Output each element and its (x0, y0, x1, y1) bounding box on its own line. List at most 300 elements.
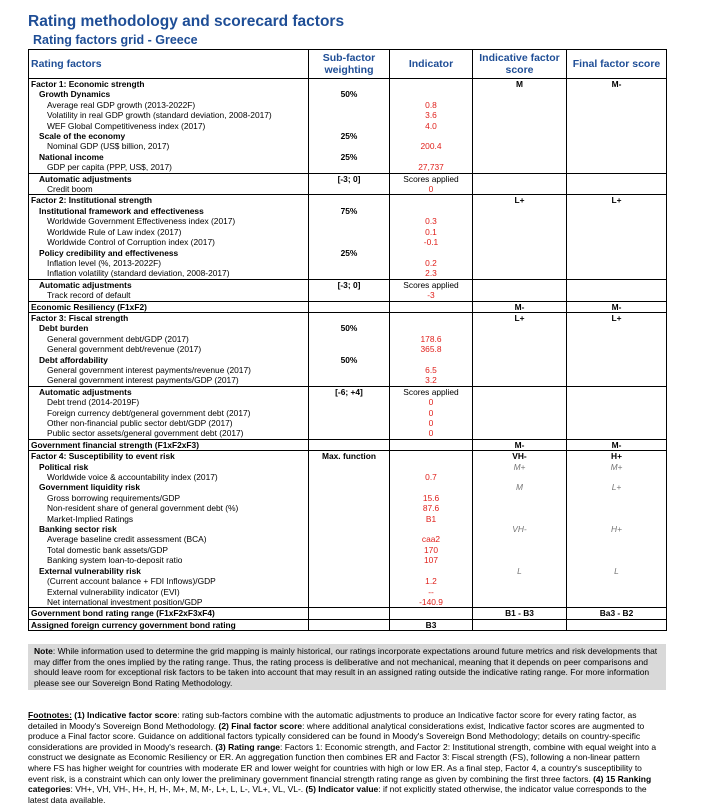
row-weighting (309, 162, 390, 173)
row-weighting (309, 301, 390, 312)
row-final-score: L+ (567, 312, 667, 323)
table-row (29, 555, 667, 565)
table-row (29, 141, 667, 151)
row-indicative-score (473, 619, 567, 630)
row-label: General government debt/revenue (2017) (29, 344, 309, 354)
row-label: National income (29, 152, 309, 162)
row-indicator (390, 439, 473, 450)
row-final-score (567, 141, 667, 151)
row-indicative-score (473, 162, 567, 173)
footnote-1-label: (1) Indicative factor score (71, 710, 178, 720)
row-final-score (567, 597, 667, 608)
row-label: Factor 1: Economic strength (29, 79, 309, 90)
row-final-score (567, 237, 667, 247)
row-indicative-score (473, 121, 567, 131)
row-indicator (390, 301, 473, 312)
table-row (29, 89, 667, 99)
row-indicative-score (473, 216, 567, 226)
row-label: General government interest payments/GDP (2017) (29, 375, 309, 386)
row-final-score: L+ (567, 482, 667, 492)
row-final-score (567, 173, 667, 184)
row-final-score (567, 227, 667, 237)
row-final-score (567, 619, 667, 630)
table-row (29, 131, 667, 141)
row-final-score (567, 131, 667, 141)
row-indicative-score (473, 375, 567, 386)
row-indicator (390, 323, 473, 333)
row-final-score (567, 184, 667, 195)
row-weighting (309, 482, 390, 492)
table-row (29, 514, 667, 524)
row-indicative-score (473, 418, 567, 428)
page-title: Rating methodology and scorecard factors (28, 13, 345, 30)
row-weighting (309, 545, 390, 555)
row-indicative-score: L (473, 566, 567, 576)
row-indicative-score (473, 545, 567, 555)
table-row (29, 323, 667, 333)
row-weighting (309, 237, 390, 247)
row-indicator: 0 (390, 184, 473, 195)
row-weighting (309, 397, 390, 407)
row-indicator: 0 (390, 428, 473, 439)
row-weighting (309, 439, 390, 450)
row-label: Worldwide Government Effectiveness index (2017) (29, 216, 309, 226)
row-indicator: Scores applied (390, 173, 473, 184)
row-weighting: [-6; +4] (309, 386, 390, 397)
table-row (29, 162, 667, 173)
row-final-score (567, 110, 667, 120)
row-weighting (309, 312, 390, 323)
footnote-5-text: : if not explicitly stated otherwise, the indicator value corresponds to the latest data available. (28, 784, 647, 805)
footnote-5-label: (5) Indicator value (303, 784, 379, 795)
row-final-score (567, 514, 667, 524)
row-indicator: 0 (390, 408, 473, 418)
footnotes (28, 710, 664, 805)
row-label: Government bond rating range (F1xF2xF3xF4) (29, 608, 309, 619)
table-row (29, 545, 667, 555)
row-label: Inflation level (%, 2013-2022F) (29, 258, 309, 268)
table-row (29, 152, 667, 162)
table-row (29, 608, 667, 619)
row-indicative-score: B1 - B3 (473, 608, 567, 619)
header-indicator: Indicator (390, 50, 473, 79)
row-final-score: M- (567, 79, 667, 90)
table-row (29, 184, 667, 195)
row-weighting (309, 268, 390, 279)
row-indicator: 178.6 (390, 334, 473, 344)
row-weighting (309, 408, 390, 418)
row-label: Worldwide Rule of Law index (2017) (29, 227, 309, 237)
row-indicator: 3.6 (390, 110, 473, 120)
table-row (29, 462, 667, 472)
row-weighting (309, 608, 390, 619)
row-indicative-score (473, 514, 567, 524)
row-label: Scale of the economy (29, 131, 309, 141)
row-weighting (309, 365, 390, 375)
table-row (29, 375, 667, 386)
row-weighting (309, 555, 390, 565)
row-final-score (567, 587, 667, 597)
row-indicator: 4.0 (390, 121, 473, 131)
row-final-score: H+ (567, 524, 667, 534)
footnote-2-label: (2) Final factor score (218, 720, 303, 731)
row-final-score (567, 258, 667, 268)
row-indicative-score (473, 597, 567, 608)
row-final-score: M- (567, 439, 667, 450)
table-row (29, 493, 667, 503)
table-row (29, 566, 667, 576)
row-weighting: 25% (309, 131, 390, 141)
table-row (29, 344, 667, 354)
row-label: Factor 3: Fiscal strength (29, 312, 309, 323)
row-indicator: -0.1 (390, 237, 473, 247)
row-indicative-score: M (473, 79, 567, 90)
header-rating-factors: Rating factors (29, 50, 309, 79)
row-final-score (567, 545, 667, 555)
footnote-1-text: : rating sub-factors combine with the automatic adjustments to produce an Indicative factor score for every rating factor, as detailed in Moody's Sovereign Bond Methodology. (28, 710, 637, 731)
row-indicator: -3 (390, 290, 473, 301)
row-final-score: L+ (567, 195, 667, 206)
row-indicator: Scores applied (390, 386, 473, 397)
row-weighting (309, 597, 390, 608)
row-indicator: B3 (390, 619, 473, 630)
row-indicator: 0 (390, 397, 473, 407)
row-weighting: 75% (309, 206, 390, 216)
row-indicator (390, 566, 473, 576)
row-label: Government financial strength (F1xF2xF3) (29, 439, 309, 450)
row-weighting (309, 524, 390, 534)
row-label: Total domestic bank assets/GDP (29, 545, 309, 555)
row-indicator: 27,737 (390, 162, 473, 173)
row-final-score (567, 152, 667, 162)
row-indicator: 0 (390, 418, 473, 428)
row-label: Average baseline credit assessment (BCA) (29, 534, 309, 544)
row-indicative-score (473, 576, 567, 586)
header-final-score: Final factor score (567, 50, 667, 79)
row-final-score (567, 472, 667, 482)
row-indicator: 170 (390, 545, 473, 555)
row-indicative-score (473, 110, 567, 120)
row-final-score (567, 386, 667, 397)
table-row (29, 534, 667, 544)
row-indicative-score (473, 472, 567, 482)
row-final-score (567, 334, 667, 344)
row-indicator: 365.8 (390, 344, 473, 354)
table-row (29, 587, 667, 597)
row-weighting (309, 184, 390, 195)
table-row (29, 79, 667, 90)
footnote-4-label: (4) 15 Ranking categories (28, 773, 652, 795)
row-indicative-score (473, 555, 567, 565)
row-label: Credit boom (29, 184, 309, 195)
row-indicative-score: L+ (473, 312, 567, 323)
row-label: Debt trend (2014-2019F) (29, 397, 309, 407)
table-row (29, 248, 667, 258)
table-row (29, 576, 667, 586)
table-row (29, 312, 667, 323)
row-indicator: 200.4 (390, 141, 473, 151)
row-label: General government debt/GDP (2017) (29, 334, 309, 344)
table-row (29, 195, 667, 206)
table-row (29, 439, 667, 450)
row-weighting (309, 344, 390, 354)
page-subtitle: Rating factors grid - Greece (33, 33, 198, 47)
row-weighting: 25% (309, 248, 390, 258)
row-indicative-score (473, 428, 567, 439)
header-weighting: Sub-factor weighting (309, 50, 390, 79)
row-indicator (390, 131, 473, 141)
row-weighting (309, 290, 390, 301)
row-indicative-score: M (473, 482, 567, 492)
row-indicator: caa2 (390, 534, 473, 544)
table-row (29, 121, 667, 131)
table-row (29, 334, 667, 344)
row-weighting (309, 587, 390, 597)
row-indicative-score (473, 141, 567, 151)
row-indicative-score (473, 152, 567, 162)
row-label: WEF Global Competitiveness index (2017) (29, 121, 309, 131)
row-indicator: 3.2 (390, 375, 473, 386)
table-row (29, 365, 667, 375)
footnotes-label: Footnotes: (28, 710, 72, 720)
row-label: Worldwide voice & accountability index (2017) (29, 472, 309, 482)
row-indicator: 0.3 (390, 216, 473, 226)
row-label: Debt affordability (29, 355, 309, 365)
table-row (29, 418, 667, 428)
row-final-score (567, 290, 667, 301)
row-weighting (309, 566, 390, 576)
row-indicative-score (473, 365, 567, 375)
row-label: General government interest payments/revenue (2017) (29, 365, 309, 375)
row-indicative-score: VH- (473, 524, 567, 534)
row-label: Factor 2: Institutional strength (29, 195, 309, 206)
row-label: Automatic adjustments (29, 173, 309, 184)
table-row (29, 524, 667, 534)
row-weighting: 50% (309, 323, 390, 333)
row-indicative-score (473, 89, 567, 99)
footnote-2-text: : where additional analytical considerations exist, Indicative factor scores are augmented to produce a Final factor score. Guidance on additional factors typically considered can be found in Moody's Sovereign Bond Methodology; details on country-specific considerations are provided in Moody's research. (28, 720, 645, 752)
row-indicator (390, 89, 473, 99)
table-row (29, 301, 667, 312)
row-weighting (309, 141, 390, 151)
row-weighting (309, 258, 390, 268)
row-indicative-score (473, 268, 567, 279)
row-label: Institutional framework and effectiveness (29, 206, 309, 216)
row-weighting (309, 121, 390, 131)
table-row (29, 110, 667, 120)
rating-factors-table (28, 49, 667, 631)
row-label: Average real GDP growth (2013-2022F) (29, 100, 309, 110)
row-indicator (390, 462, 473, 472)
row-label: Political risk (29, 462, 309, 472)
row-weighting (309, 619, 390, 630)
table-body (29, 79, 667, 631)
note-text: : While information used to determine the grid mapping is mainly historical, our ratings incorporate expectations around future metrics and risk developments that may differ from the ones implied by the rating range. Thus, the rating process is deliberative and not mechanical, meaning that it depends on peer comparisons and should leave room for exceptional risk factors to be taken into account that may result in an assigned rating outside the indicative rating range. For more information please see our Sovereign Bond Rating Methodology. (34, 646, 658, 688)
row-weighting: 50% (309, 355, 390, 365)
row-indicator (390, 451, 473, 462)
row-final-score (567, 534, 667, 544)
row-weighting (309, 428, 390, 439)
row-indicator: 0.2 (390, 258, 473, 268)
table-row (29, 451, 667, 462)
row-indicator (390, 524, 473, 534)
row-weighting (309, 493, 390, 503)
row-label: Volatility in real GDP growth (standard deviation, 2008-2017) (29, 110, 309, 120)
row-indicative-score: L+ (473, 195, 567, 206)
table-row (29, 268, 667, 279)
row-final-score (567, 428, 667, 439)
row-label: Nominal GDP (US$ billion, 2017) (29, 141, 309, 151)
row-final-score: L (567, 566, 667, 576)
footnote-3-text: : Factors 1: Economic strength, and Factor 2: Institutional strength, combine with equal weight into a construct we designate as Economic Resiliency or ER. An aggregation function then combines ER and Factor 3: Fiscal strength (FS), following a non-linear pattern where FS has higher weight for countries with moderate ER and lower weight for countries with high or low ER. As a final step, Factor 4, a country's susceptibility to event risk, is a constraint which can only lower the preliminary government financial strength rating range as given by combining the first three factors. (28, 741, 657, 784)
row-indicative-score: M- (473, 301, 567, 312)
row-weighting (309, 503, 390, 513)
row-label: Automatic adjustments (29, 279, 309, 290)
row-indicator: 6.5 (390, 365, 473, 375)
table-row (29, 503, 667, 513)
row-final-score (567, 375, 667, 386)
row-indicator: Scores applied (390, 279, 473, 290)
row-final-score: M+ (567, 462, 667, 472)
row-indicator: B1 (390, 514, 473, 524)
row-final-score (567, 555, 667, 565)
row-weighting (309, 195, 390, 206)
footnote-4-text: : VH+, VH, VH-, H+, H, H-, M+, M, M-, L+, L, L-, VL+, VL, VL-. (70, 784, 304, 795)
row-final-score (567, 365, 667, 375)
row-weighting (309, 216, 390, 226)
row-weighting: 50% (309, 89, 390, 99)
table-row (29, 237, 667, 247)
row-indicator: -140.9 (390, 597, 473, 608)
table-row (29, 173, 667, 184)
row-indicative-score (473, 184, 567, 195)
row-indicative-score (473, 355, 567, 365)
row-indicative-score (473, 534, 567, 544)
row-indicative-score (473, 290, 567, 301)
header-indicative-score: Indicative factor score (473, 50, 567, 79)
row-indicative-score (473, 258, 567, 268)
row-indicator (390, 482, 473, 492)
row-indicative-score (473, 100, 567, 110)
row-final-score (567, 323, 667, 333)
row-indicator: 0.8 (390, 100, 473, 110)
row-indicator (390, 152, 473, 162)
row-final-score (567, 355, 667, 365)
row-weighting: 25% (309, 152, 390, 162)
row-final-score (567, 397, 667, 407)
row-final-score (567, 408, 667, 418)
row-label: Factor 4: Susceptibility to event risk (29, 451, 309, 462)
row-label: Other non-financial public sector debt/GDP (2017) (29, 418, 309, 428)
row-indicative-score (473, 173, 567, 184)
row-label: Policy credibility and effectiveness (29, 248, 309, 258)
row-label: Assigned foreign currency government bond rating (29, 619, 309, 630)
row-weighting: [-3; 0] (309, 279, 390, 290)
row-final-score (567, 162, 667, 173)
table-row (29, 619, 667, 630)
row-weighting (309, 576, 390, 586)
row-label: External vulnerability risk (29, 566, 309, 576)
row-label: Net international investment position/GDP (29, 597, 309, 608)
table-row (29, 206, 667, 216)
row-weighting (309, 100, 390, 110)
row-indicator (390, 79, 473, 90)
row-label: (Current account balance + FDI Inflows)/GDP (29, 576, 309, 586)
row-final-score (567, 576, 667, 586)
row-weighting (309, 375, 390, 386)
row-indicative-score (473, 397, 567, 407)
row-indicative-score (473, 227, 567, 237)
row-weighting (309, 514, 390, 524)
row-label: Banking sector risk (29, 524, 309, 534)
table-row (29, 397, 667, 407)
row-final-score (567, 418, 667, 428)
row-indicator: 0.1 (390, 227, 473, 237)
row-label: Track record of default (29, 290, 309, 301)
table-row (29, 472, 667, 482)
row-indicator (390, 248, 473, 258)
row-indicator: 0.7 (390, 472, 473, 482)
row-indicator: 107 (390, 555, 473, 565)
row-final-score (567, 248, 667, 258)
row-final-score (567, 279, 667, 290)
row-indicator (390, 312, 473, 323)
row-indicator: 15.6 (390, 493, 473, 503)
row-label: External vulnerability indicator (EVI) (29, 587, 309, 597)
row-indicator (390, 608, 473, 619)
footnote-3-label: (3) Rating range (212, 741, 281, 752)
row-final-score (567, 121, 667, 131)
row-final-score (567, 503, 667, 513)
row-weighting: Max. function (309, 451, 390, 462)
row-indicative-score (473, 279, 567, 290)
table-row (29, 386, 667, 397)
row-indicative-score (473, 344, 567, 354)
row-final-score (567, 344, 667, 354)
row-final-score (567, 100, 667, 110)
row-label: Inflation volatility (standard deviation, 2008-2017) (29, 268, 309, 279)
row-weighting (309, 462, 390, 472)
note-box (28, 644, 666, 690)
row-indicator: -- (390, 587, 473, 597)
row-indicative-score (473, 386, 567, 397)
row-weighting (309, 334, 390, 344)
row-weighting (309, 227, 390, 237)
row-weighting (309, 418, 390, 428)
row-indicative-score: M+ (473, 462, 567, 472)
row-indicator: 2.3 (390, 268, 473, 279)
row-weighting (309, 110, 390, 120)
row-indicative-score (473, 408, 567, 418)
table-row (29, 290, 667, 301)
row-label: Worldwide Control of Corruption index (2017) (29, 237, 309, 247)
row-indicator: 87.6 (390, 503, 473, 513)
row-label: Market-Implied Ratings (29, 514, 309, 524)
row-indicative-score (473, 503, 567, 513)
row-indicative-score (473, 237, 567, 247)
note-label: Note (34, 646, 53, 656)
row-indicator (390, 195, 473, 206)
row-label: Public sector assets/general government debt (2017) (29, 428, 309, 439)
row-final-score (567, 493, 667, 503)
table-row (29, 408, 667, 418)
row-indicative-score: M- (473, 439, 567, 450)
row-weighting (309, 79, 390, 90)
row-indicative-score (473, 493, 567, 503)
row-indicative-score (473, 323, 567, 333)
row-weighting: [-3; 0] (309, 173, 390, 184)
table-row (29, 428, 667, 439)
